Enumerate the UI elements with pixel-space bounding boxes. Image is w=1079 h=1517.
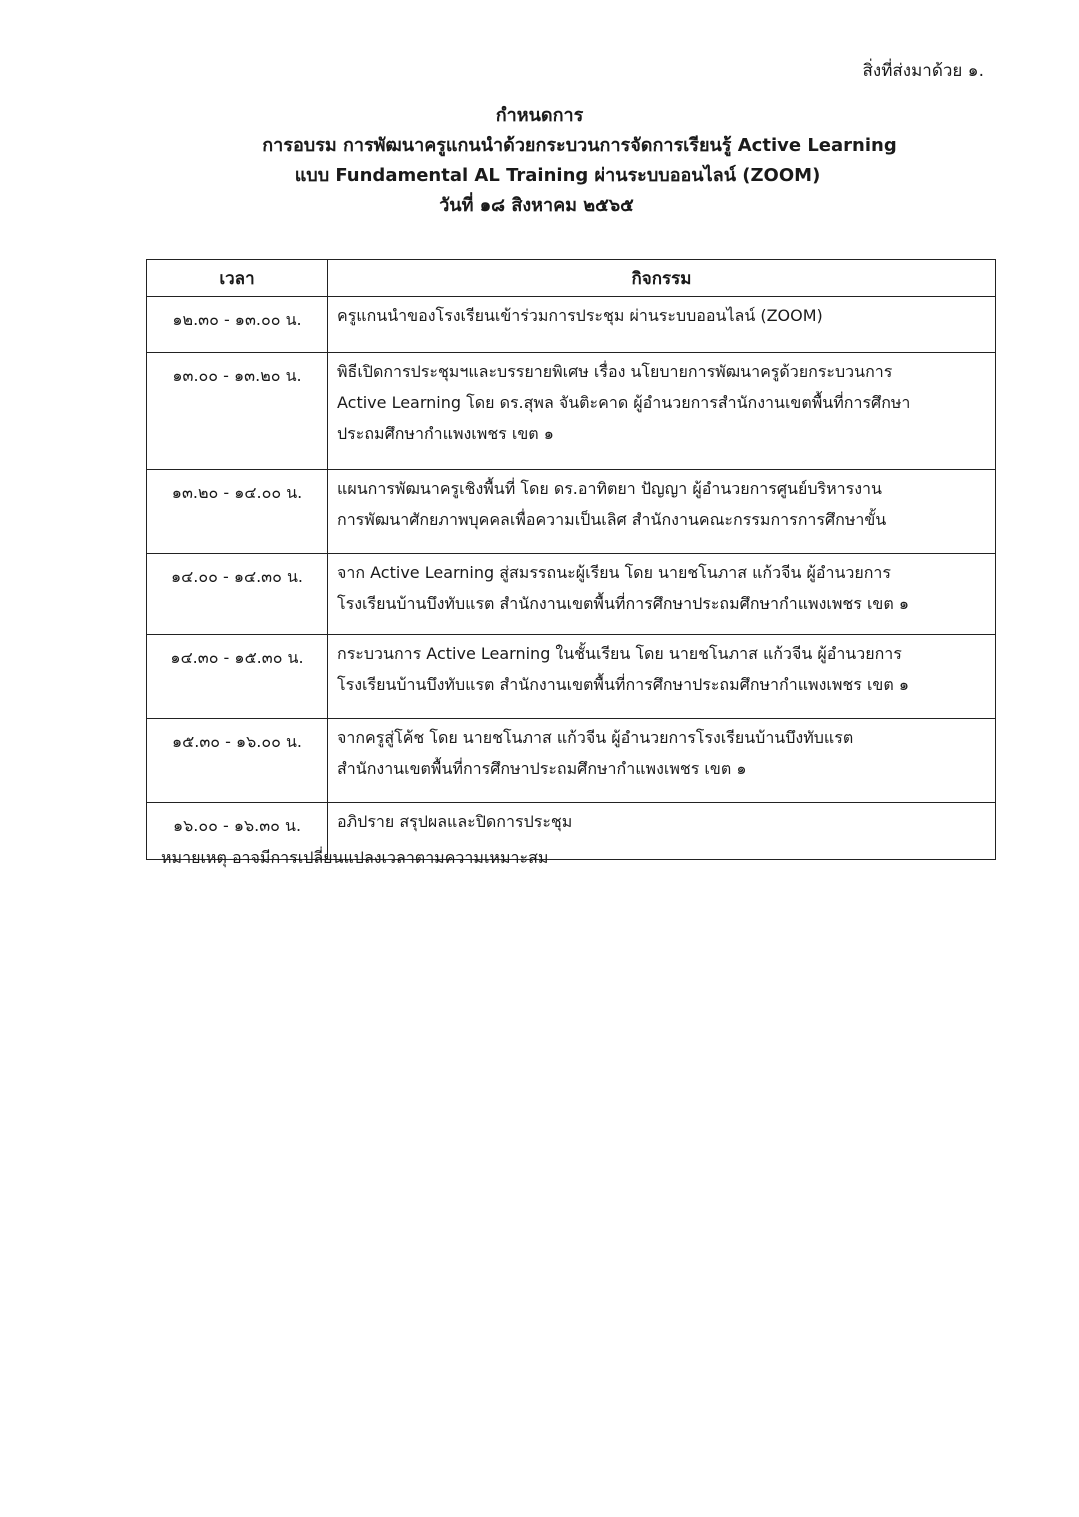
attachment-label: สิ่งที่ส่งมาด้วย ๑. bbox=[862, 61, 984, 81]
activity-line: กระบวนการ Active Learning ในชั้นเรียน โดย นายชโนภาส แก้วจีน ผู้อำนวยการ bbox=[337, 644, 902, 663]
time-cell: ๑๓.๒๐ - ๑๔.๐๐ น. bbox=[147, 470, 328, 554]
activity-cell bbox=[328, 554, 996, 635]
activity-line: ประถมศึกษากำแพงเพชร เขต ๑ bbox=[337, 424, 554, 443]
table-row bbox=[147, 554, 996, 635]
document-date: วันที่ ๑๘ สิงหาคม ๒๕๖๕ bbox=[439, 195, 634, 216]
activity-line: Active Learning โดย ดร.สุพล จันติะคาด ผู้อำนวยการสำนักงานเขตพื้นที่การศึกษา bbox=[337, 393, 911, 412]
header-activity: กิจกรรม bbox=[328, 260, 996, 297]
time-cell: ๑๔.๓๐ - ๑๕.๓๐ น. bbox=[147, 635, 328, 719]
header-time: เวลา bbox=[147, 260, 328, 297]
time-cell: ๑๔.๐๐ - ๑๔.๓๐ น. bbox=[147, 554, 328, 635]
table-row bbox=[147, 719, 996, 803]
activity-line: ครูแกนนำของโรงเรียนเข้าร่วมการประชุม ผ่านระบบออนไลน์ (ZOOM) bbox=[337, 306, 823, 325]
document-subtitle: การอบรม การพัฒนาครูแกนนำด้วยกระบวนการจัดการเรียนรู้ Active Learning bbox=[262, 135, 897, 156]
table-row bbox=[147, 297, 996, 353]
activity-line: พิธีเปิดการประชุมฯและบรรยายพิเศษ เรื่อง นโยบายการพัฒนาครูด้วยกระบวนการ bbox=[337, 362, 893, 381]
time-cell: ๑๓.๐๐ - ๑๓.๒๐ น. bbox=[147, 353, 328, 470]
activity-cell bbox=[328, 635, 996, 719]
activity-cell bbox=[328, 719, 996, 803]
activity-line: โรงเรียนบ้านบึงทับแรต สำนักงานเขตพื้นที่การศึกษาประถมศึกษากำแพงเพชร เขต ๑ bbox=[337, 594, 909, 613]
time-cell: ๑๕.๓๐ - ๑๖.๐๐ น. bbox=[147, 719, 328, 803]
document-header bbox=[0, 101, 1079, 221]
activity-cell bbox=[328, 353, 996, 470]
time-cell: ๑๖.๐๐ - ๑๖.๓๐ น. bbox=[147, 803, 328, 860]
activity-line: อภิปราย สรุปผลและปิดการประชุม bbox=[337, 812, 573, 831]
activity-line: จาก Active Learning สู่สมรรถนะผู้เรียน โดย นายชโนภาส แก้วจีน ผู้อำนวยการ bbox=[337, 563, 892, 582]
footnote: หมายเหตุ อาจมีการเปลี่ยนแปลงเวลาตามความเหมาะสม bbox=[161, 848, 549, 867]
activity-line: การพัฒนาศักยภาพบุคคลเพื่อความเป็นเลิศ สำนักงานคณะกรรมการการศึกษาขั้น bbox=[337, 510, 887, 529]
table-header-row bbox=[147, 260, 996, 297]
activity-line: แผนการพัฒนาครูเชิงพื้นที่ โดย ดร.อาทิตยา ปัญญา ผู้อำนวยการศูนย์บริหารงาน bbox=[337, 479, 882, 498]
activity-line: จากครูสู่โค้ช โดย นายชโนภาส แก้วจีน ผู้อำนวยการโรงเรียนบ้านบึงทับแรต bbox=[337, 728, 854, 747]
activity-line: สำนักงานเขตพื้นที่การศึกษาประถมศึกษากำแพงเพชร เขต ๑ bbox=[337, 759, 747, 778]
document-title: กำหนดการ bbox=[495, 105, 584, 126]
activity-line: โรงเรียนบ้านบึงทับแรต สำนักงานเขตพื้นที่การศึกษาประถมศึกษากำแพงเพชร เขต ๑ bbox=[337, 675, 909, 694]
time-cell: ๑๒.๓๐ - ๑๓.๐๐ น. bbox=[147, 297, 328, 353]
document-subtitle-format: แบบ Fundamental AL Training ผ่านระบบออนไลน์ (ZOOM) bbox=[294, 165, 821, 186]
table-row bbox=[147, 635, 996, 719]
activity-cell bbox=[328, 297, 996, 353]
schedule-table bbox=[146, 259, 996, 860]
table-row bbox=[147, 353, 996, 470]
table-row bbox=[147, 470, 996, 554]
activity-cell bbox=[328, 470, 996, 554]
